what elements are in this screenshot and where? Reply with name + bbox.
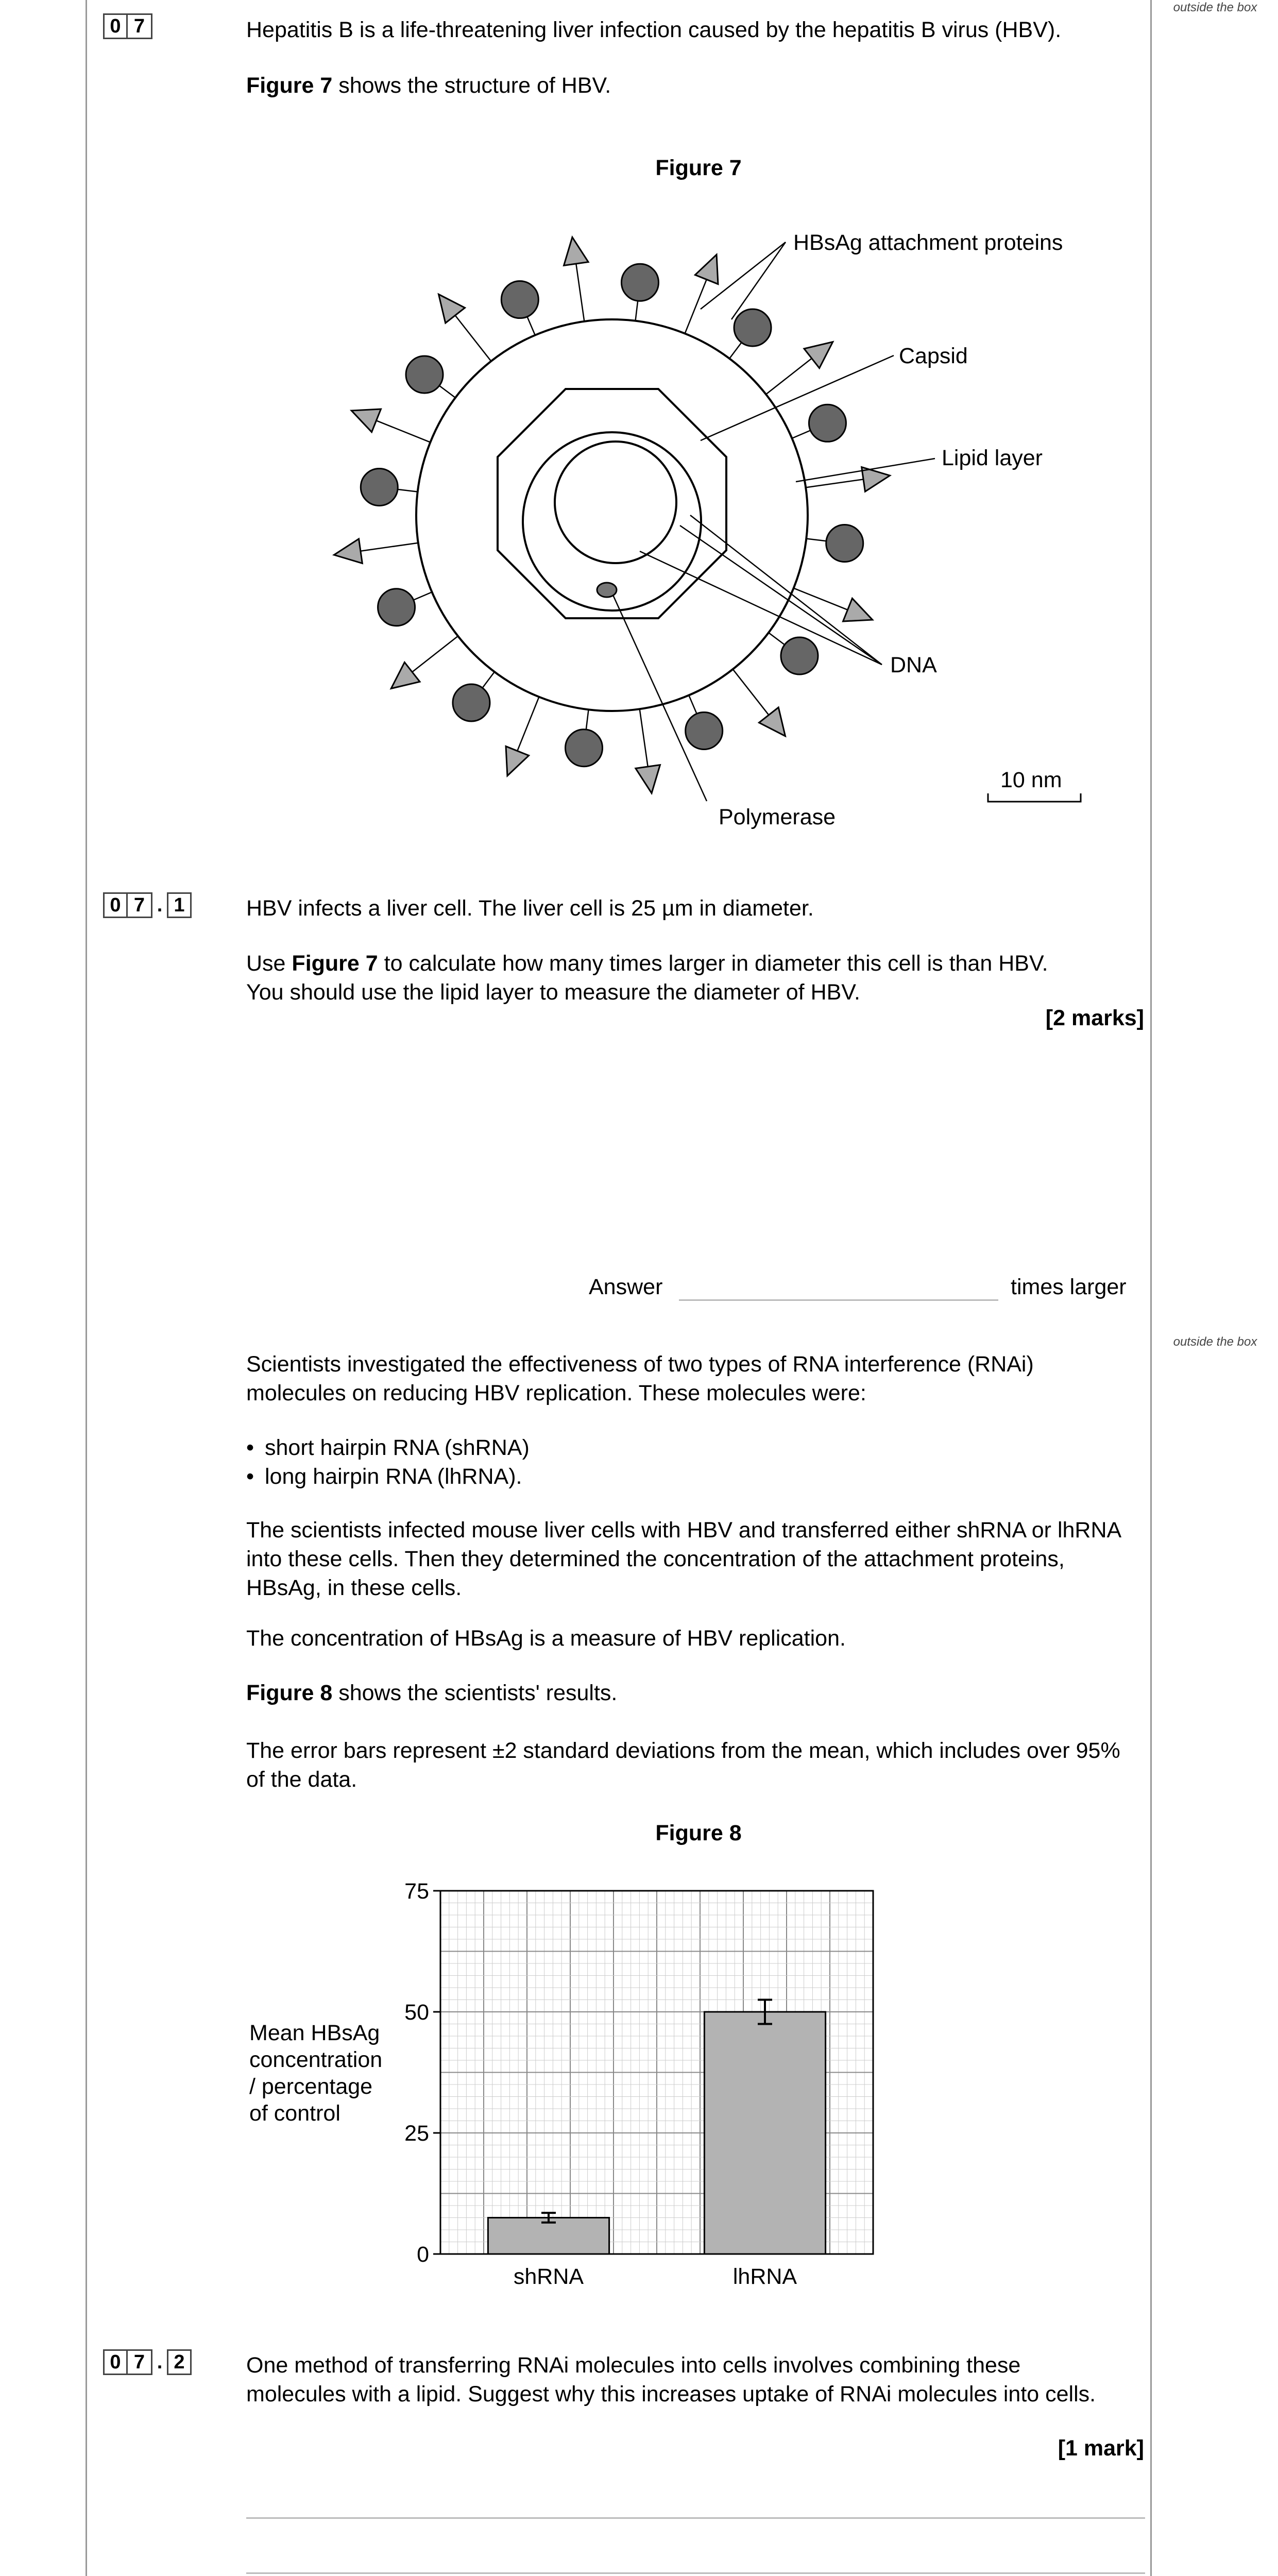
polymerase — [597, 583, 617, 597]
q071-text: You should use the lipid layer to measure the diameter of HBV. — [246, 980, 860, 1005]
figure-ref: Figure 7 — [292, 951, 378, 976]
context-para-3: The concentration of HBsAg is a measure of HBV replication. — [246, 1626, 846, 1651]
intro-text: Hepatitis B is a life-threatening liver infection caused by the hepatitis B virus (HBV). — [246, 18, 1062, 42]
figure-ref: Figure 7 — [246, 73, 333, 98]
hbsag-protein-spike — [439, 294, 465, 323]
hbsag-protein-head — [781, 637, 818, 674]
question-digit: 0 — [103, 892, 128, 918]
protein-stalk — [806, 538, 827, 541]
protein-stalk — [733, 669, 769, 715]
hbsag-protein-head — [453, 684, 490, 721]
figure-8-title: Figure 8 — [655, 1821, 742, 1845]
context-text: shows the scientists' results. — [332, 1681, 618, 1705]
context-para-2: The scientists infected mouse liver cells with HBV and transferred either shRNA or lhRNA into these cells. Then they determined the concentration of the attachment proteins, HBsAg, in these cells. — [246, 1518, 1120, 1600]
context-para-4 — [246, 1679, 617, 1707]
hbsag-protein-head — [501, 281, 538, 318]
list-item: • short hairpin RNA (shRNA) — [246, 1433, 530, 1462]
hbsag-protein-spike — [759, 707, 785, 736]
question-digit: 7 — [128, 13, 152, 39]
protein-stalk — [586, 709, 589, 731]
answer-line[interactable] — [246, 2572, 1145, 2574]
question-digit: 7 — [128, 2349, 152, 2375]
protein-stalk — [517, 697, 539, 751]
hbsag-protein-spike — [564, 237, 589, 265]
margin-note: outside the box — [1173, 1335, 1257, 1349]
figure-8-ylabel — [249, 2020, 382, 2127]
x-tick-label: lhRNA — [732, 2264, 797, 2289]
protein-stalk — [397, 489, 418, 492]
hbsag-protein-spike — [506, 747, 529, 776]
hbsag-protein-spike — [391, 662, 420, 688]
question-number-box: 0 7 . 2 — [103, 2349, 192, 2375]
hbsag-label: HBsAg attachment proteins — [793, 230, 1063, 255]
y-tick-label: 75 — [404, 1879, 429, 1904]
protein-stalk — [455, 315, 491, 361]
rnai-list — [246, 1433, 530, 1491]
answer-unit: times larger — [1011, 1275, 1127, 1299]
figure-7-diagram — [0, 0, 1278, 876]
marks-label: [2 marks] — [1045, 1006, 1144, 1030]
protein-stalk — [413, 592, 432, 600]
hbsag-protein-spike — [862, 467, 890, 492]
protein-stalk — [527, 316, 535, 335]
protein-stalk — [792, 430, 811, 438]
x-tick-label: shRNA — [513, 2264, 584, 2289]
hbsag-protein-head — [378, 589, 415, 626]
protein-stalk — [729, 342, 742, 359]
protein-stalk — [769, 633, 786, 646]
protein-stalk — [376, 420, 430, 442]
hbsag-protein-head — [566, 730, 603, 767]
polymerase-label: Polymerase — [719, 805, 836, 829]
q071-instruction — [246, 949, 1145, 1007]
scale-bar — [988, 768, 1081, 802]
question-number-box: 0 7 . 1 — [103, 892, 192, 918]
scale-bar-label: 10 nm — [1000, 768, 1062, 792]
context-para-5: The error bars represent ±2 standard deviations from the mean, which includes over 95% of the data. — [246, 1738, 1120, 1792]
protein-stalk — [806, 479, 863, 487]
ylabel-line: of control — [249, 2101, 340, 2126]
protein-stalk — [576, 264, 584, 321]
question-digit: 1 — [167, 892, 192, 918]
y-tick-label: 50 — [404, 2000, 429, 2025]
q072-text: One method of transferring RNAi molecules into cells involves combining these molecules with a lipid. Suggest why this increases uptake of RNAi molecules into cells. — [246, 2353, 1096, 2406]
ylabel-line: Mean HBsAg — [249, 2021, 380, 2045]
y-tick-label: 0 — [417, 2242, 429, 2267]
protein-stalk — [482, 672, 495, 689]
protein-stalk — [794, 588, 848, 610]
ylabel-line: concentration — [249, 2047, 383, 2072]
hbsag-protein-spike — [351, 409, 381, 432]
protein-stalk — [635, 300, 638, 321]
hbsag-protein-head — [406, 356, 443, 393]
hbsag-protein-spike — [843, 598, 873, 621]
question-digit: 7 — [128, 892, 152, 918]
hbsag-protein-head — [734, 309, 771, 346]
hbsag-protein-spike — [804, 342, 833, 368]
dna-label: DNA — [890, 653, 937, 677]
margin-note: outside the box — [1173, 1, 1257, 14]
question-digit: 0 — [103, 2349, 128, 2375]
hbsag-protein-head — [826, 524, 863, 562]
protein-stalk — [766, 359, 812, 395]
answer-label: Answer — [589, 1275, 663, 1299]
protein-stalk — [361, 543, 418, 551]
list-item: • long hairpin RNA (lhRNA). — [246, 1462, 530, 1491]
figure-8-chart — [391, 1875, 886, 2298]
figure-ref: Figure 8 — [246, 1681, 333, 1705]
hbsag-protein-head — [621, 264, 658, 301]
hbsag-protein-spike — [695, 255, 718, 284]
q071-text: Use — [246, 951, 292, 976]
figure-7-title: Figure 7 — [655, 156, 742, 180]
q071-text: to calculate how many times larger in diameter this cell is than HBV. — [378, 951, 1048, 976]
hbsag-protein-head — [361, 469, 398, 506]
capsid-label: Capsid — [899, 344, 968, 368]
protein-stalk — [640, 709, 648, 767]
y-tick-label: 25 — [404, 2121, 429, 2146]
hbsag-protein-head — [686, 712, 723, 749]
question-digit: 0 — [103, 13, 128, 39]
figure-ref-rest: shows the structure of HBV. — [332, 73, 611, 98]
question-digit: 2 — [167, 2349, 192, 2375]
lipid-layer-label: Lipid layer — [942, 446, 1043, 470]
answer-field[interactable] — [679, 1299, 998, 1301]
marks-label: [1 mark] — [1058, 2436, 1144, 2461]
hbsag-protein-spike — [636, 765, 660, 793]
bar-lhRNA — [704, 2012, 825, 2254]
hbsag-protein-spike — [334, 539, 362, 564]
answer-line[interactable] — [246, 2517, 1145, 2519]
hbsag-protein-head — [809, 404, 846, 442]
ylabel-line: / percentage — [249, 2074, 373, 2099]
protein-stalk — [412, 636, 458, 672]
protein-stalk — [689, 695, 697, 715]
context-para-1: Scientists investigated the effectiveness of two types of RNA interference (RNAi) molecules on reducing HBV replication. These molecules were: — [246, 1352, 1034, 1405]
q071-line1: HBV infects a liver cell. The liver cell is 25 µm in diameter. — [246, 896, 814, 921]
protein-stalk — [438, 385, 455, 398]
